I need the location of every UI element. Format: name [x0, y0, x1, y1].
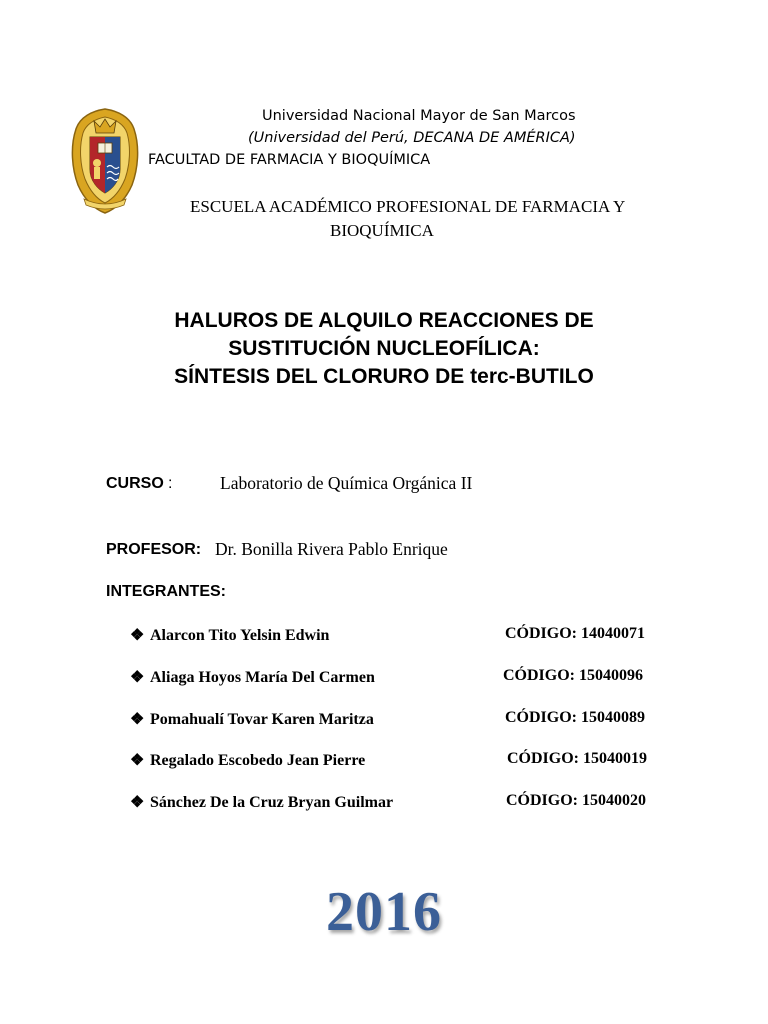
year: 2016 [326, 881, 442, 943]
member-item [130, 709, 374, 729]
member-name: Regalado Escobedo Jean Pierre [150, 752, 366, 769]
school-name-line2: BIOQUÍMICA [330, 221, 434, 240]
professor-value: Dr. Bonilla Rivera Pablo Enrique [215, 539, 448, 559]
member-name: Sánchez De la Cruz Bryan Guilmar [150, 794, 394, 811]
professor-label: PROFESOR: [106, 541, 202, 558]
diamond-bullet-icon: ❖ [130, 752, 145, 769]
diamond-bullet-icon: ❖ [130, 627, 145, 644]
member-code: CÓDIGO: 15040019 [507, 750, 647, 767]
university-name: Universidad Nacional Mayor de San Marcos [262, 108, 576, 124]
title-line3: SÍNTESIS DEL CLORURO DE terc-BUTILO [174, 365, 594, 388]
university-crest-icon [70, 107, 140, 215]
faculty-name: FACULTAD DE FARMACIA Y BIOQUÍMICA [148, 152, 431, 168]
school-name-line1: ESCUELA ACADÉMICO PROFESIONAL DE FARMACIA Y [190, 197, 626, 216]
course-value: Laboratorio de Química Orgánica II [220, 473, 473, 493]
members-label: INTEGRANTES: [106, 583, 226, 600]
member-name: Alarcon Tito Yelsin Edwin [150, 627, 330, 644]
member-name: Pomahualí Tovar Karen Maritza [150, 711, 374, 728]
diamond-bullet-icon: ❖ [130, 794, 145, 811]
member-code: CÓDIGO: 14040071 [505, 625, 645, 642]
document-title [0, 307, 768, 391]
member-item [130, 667, 375, 687]
title-line1: HALUROS DE ALQUILO REACCIONES DE [174, 309, 594, 332]
member-item [130, 750, 365, 770]
title-line2: SUSTITUCIÓN NUCLEOFÍLICA: [228, 337, 540, 360]
diamond-bullet-icon: ❖ [130, 711, 145, 728]
member-item [130, 792, 393, 812]
member-name: Aliaga Hoyos María Del Carmen [150, 669, 375, 686]
member-code: CÓDIGO: 15040089 [505, 709, 645, 726]
university-subtitle: (Universidad del Perú, DECANA DE AMÉRICA) [248, 130, 576, 146]
course-colon: : [168, 475, 173, 492]
course-label: CURSO [106, 475, 164, 492]
diamond-bullet-icon: ❖ [130, 669, 145, 686]
member-code: CÓDIGO: 15040096 [503, 667, 643, 684]
member-item [130, 625, 329, 645]
member-code: CÓDIGO: 15040020 [506, 792, 646, 809]
